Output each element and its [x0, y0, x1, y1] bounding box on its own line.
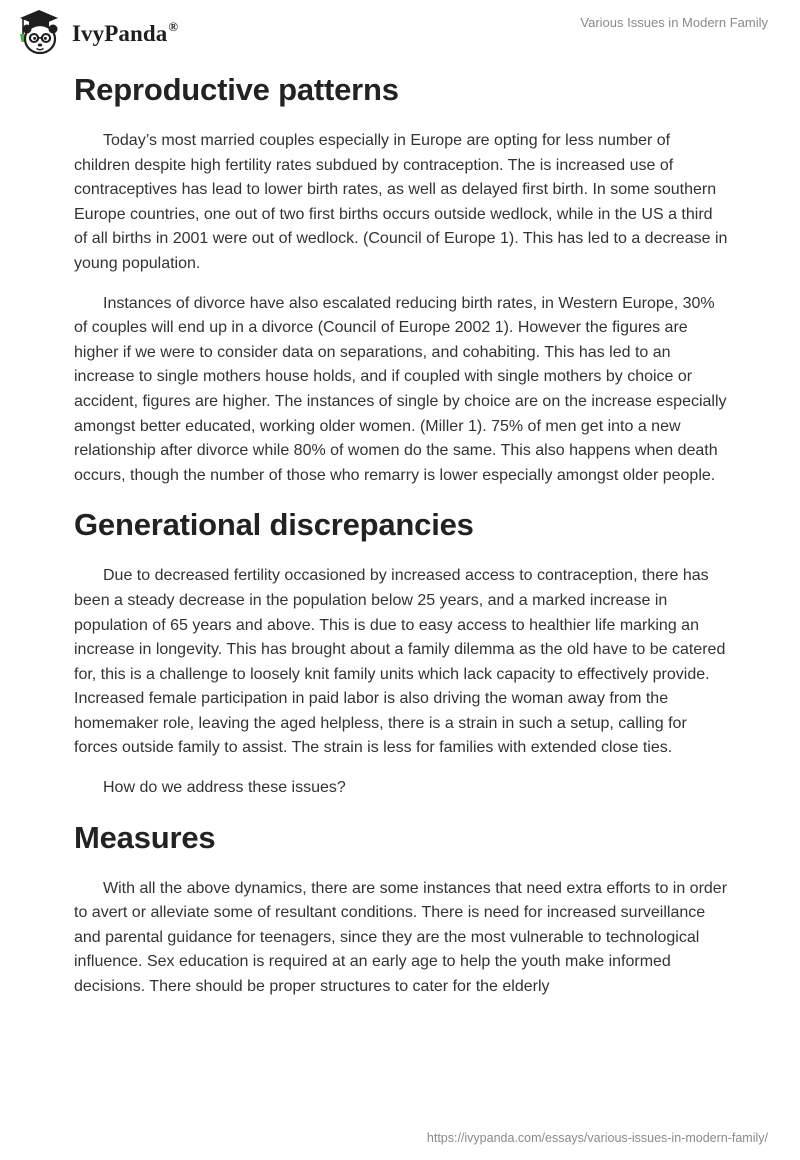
paragraph: With all the above dynamics, there are some instances that need extra efforts to in order to avert or alleviate some of resultant conditions. There is need for increased surveillance and parental guidance for teenagers, since they are the most vulnerable to technological influence. Sex education is required at an early age to help the youth make informed decisions. There should be proper structures to cater for the elderly: [74, 879, 728, 996]
brand-name: IvyPanda®: [72, 18, 179, 46]
essay-content: [74, 70, 730, 1000]
paragraph: Today’s most married couples especially in Europe are opting for less number of children despite high fertility rates subdued by contraception. The is increased use of contraceptives has lead to lower birth rates, as well as delayed first birth. In some southern Europe countries, one out of two first births occurs outside wedlock, while in the US a third of all births in 2001 were out of wedlock. (Council of Europe 1). This has led to a decrease in young population.: [74, 132, 728, 272]
ivypanda-logo[interactable]: [14, 9, 178, 57]
paragraph: Due to decreased fertility occasioned by increased access to contraception, there has been a steady decrease in the population below 25 years, and a marked increase in population of 65 years and above. This is due to easy access to healthier life marking an increase in longevity. This has brought about a family dilemma as the old have to be catered for, this is a challenge to loosely knit family units which lack capacity to effectively provide. Increased female participation in paid labor is also driving the woman away from the homemaker role, leaving the aged helpless, there is a strain in such a setup, calling for forces outside family to assist. The strain is less for families with extended close ties.: [74, 567, 726, 757]
page-header: [0, 0, 800, 64]
document-title: Various Issues in Modern Family: [580, 15, 768, 30]
section-heading: Measures: [74, 819, 216, 855]
section-reproductive-patterns: [74, 70, 730, 488]
registered-mark: ®: [168, 18, 179, 34]
paragraph: Instances of divorce have also escalated reducing birth rates, in Western Europe, 30% of couples will end up in a divorce (Council of Europe 2002 1). However the figures are higher if we were to consider data on separations, and cohabiting. This has led to an increase to single mothers house holds, and if coupled with single mothers by choice or accident, figures are higher. The instances of single by choice are on the increase especially amongst better educated, working older women. (Miller 1). 75% of men get into a new relationship after divorce while 80% of women do the same. This also happens when death occurs, though the number of those who remarry is lower especially amongst older people.: [74, 294, 727, 484]
source-url[interactable]: https://ivypanda.com/essays/various-issues-in-modern-family/: [426, 1131, 768, 1145]
section-measures: [74, 818, 730, 1000]
section-heading: Reproductive patterns: [74, 72, 399, 107]
paragraph: How do we address these issues?: [103, 779, 346, 797]
section-generational-discrepancies: [74, 505, 730, 800]
section-heading: Generational discrepancies: [74, 507, 474, 543]
panda-graduate-icon: [14, 8, 64, 58]
